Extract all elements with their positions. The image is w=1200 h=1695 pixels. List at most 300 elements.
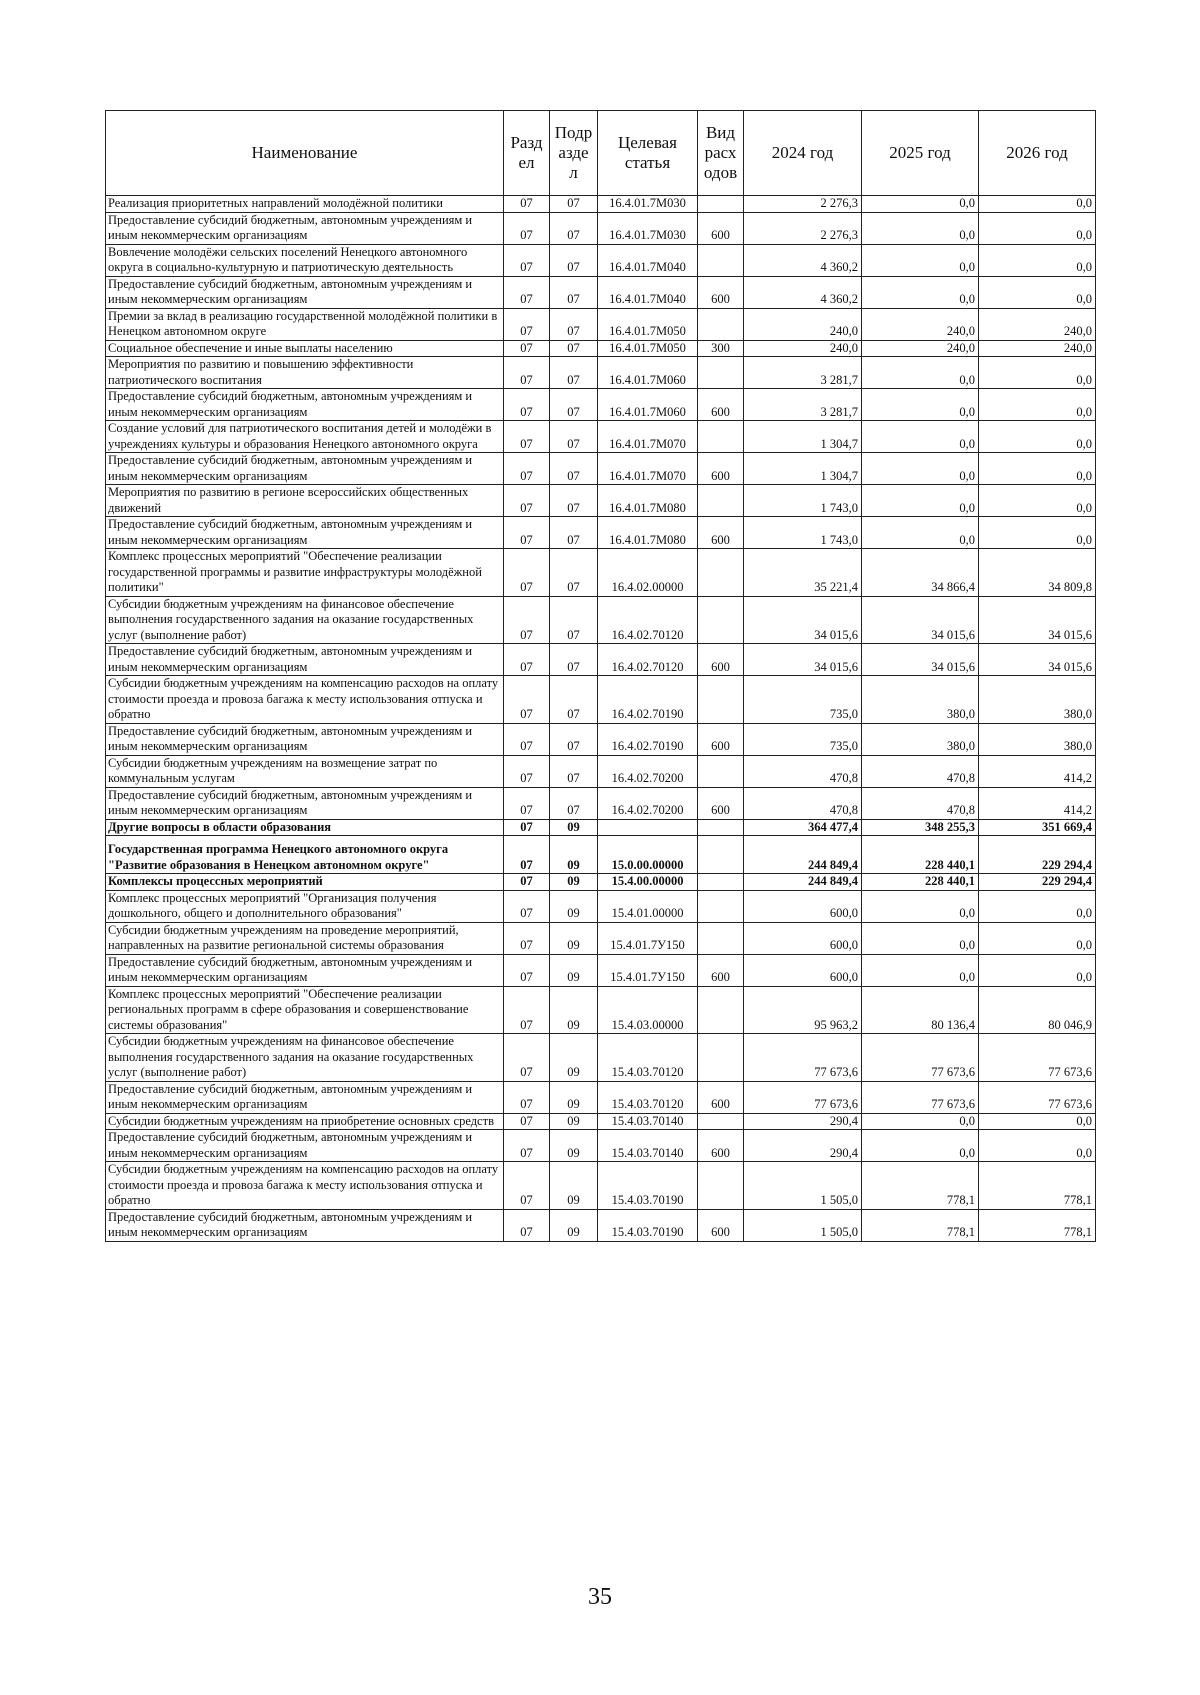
page-number: 35 xyxy=(588,1584,612,1610)
row-vid: 600 xyxy=(698,954,744,986)
row-razdel: 07 xyxy=(504,836,550,874)
row-razdel: 07 xyxy=(504,1113,550,1130)
row-razdel: 07 xyxy=(504,1034,550,1082)
row-vid xyxy=(698,357,744,389)
row-value-2026: 0,0 xyxy=(979,922,1096,954)
row-razdel: 07 xyxy=(504,517,550,549)
row-value-2026: 77 673,6 xyxy=(979,1034,1096,1082)
table-row xyxy=(106,549,1096,597)
table-row xyxy=(106,1209,1096,1241)
row-value-2025: 348 255,3 xyxy=(862,819,979,836)
row-value-2026: 0,0 xyxy=(979,244,1096,276)
header-razdel: Разд ел xyxy=(504,111,550,196)
row-podrazdel: 09 xyxy=(550,1162,598,1210)
row-name: Предоставление субсидий бюджетным, автономным учреждениям и иным некоммерческим организациям xyxy=(106,453,504,485)
row-name: Создание условий для патриотического воспитания детей и молодёжи в учреждениях культуры и образования Ненецкого автономного округа xyxy=(106,421,504,453)
row-razdel: 07 xyxy=(504,549,550,597)
table-body xyxy=(106,196,1096,1242)
table-header-row xyxy=(106,111,1096,196)
table-row xyxy=(106,1162,1096,1210)
row-value-2026: 380,0 xyxy=(979,676,1096,724)
row-value-2025: 0,0 xyxy=(862,389,979,421)
row-target: 16.4.01.7М030 xyxy=(598,212,698,244)
row-podrazdel: 07 xyxy=(550,485,598,517)
table-row xyxy=(106,485,1096,517)
row-vid xyxy=(698,890,744,922)
row-name: Предоставление субсидий бюджетным, автономным учреждениям и иным некоммерческим организациям xyxy=(106,212,504,244)
row-value-2026: 34 015,6 xyxy=(979,596,1096,644)
row-value-2026: 414,2 xyxy=(979,787,1096,819)
row-value-2026: 380,0 xyxy=(979,723,1096,755)
row-target: 16.4.02.70190 xyxy=(598,723,698,755)
row-vid: 600 xyxy=(698,453,744,485)
row-name: Вовлечение молодёжи сельских поселений Ненецкого автономного округа в социально-культурную и патриотическую деятельность xyxy=(106,244,504,276)
row-value-2025: 0,0 xyxy=(862,421,979,453)
row-value-2024: 1 505,0 xyxy=(744,1162,862,1210)
row-name: Предоставление субсидий бюджетным, автономным учреждениям и иным некоммерческим организациям xyxy=(106,644,504,676)
row-value-2024: 290,4 xyxy=(744,1130,862,1162)
row-value-2024: 244 849,4 xyxy=(744,836,862,874)
row-value-2024: 240,0 xyxy=(744,340,862,357)
row-value-2024: 3 281,7 xyxy=(744,357,862,389)
row-razdel: 07 xyxy=(504,308,550,340)
row-value-2026: 0,0 xyxy=(979,389,1096,421)
row-value-2025: 0,0 xyxy=(862,244,979,276)
row-razdel: 07 xyxy=(504,1209,550,1241)
row-podrazdel: 09 xyxy=(550,922,598,954)
row-value-2025: 380,0 xyxy=(862,723,979,755)
row-target: 16.4.02.70190 xyxy=(598,676,698,724)
row-razdel: 07 xyxy=(504,922,550,954)
row-value-2025: 0,0 xyxy=(862,196,979,213)
row-target: 16.4.01.7М040 xyxy=(598,244,698,276)
row-podrazdel: 07 xyxy=(550,755,598,787)
row-value-2025: 778,1 xyxy=(862,1162,979,1210)
row-name: Социальное обеспечение и иные выплаты населению xyxy=(106,340,504,357)
table-row xyxy=(106,819,1096,836)
row-value-2024: 244 849,4 xyxy=(744,874,862,891)
table-row xyxy=(106,357,1096,389)
row-vid xyxy=(698,596,744,644)
row-value-2025: 0,0 xyxy=(862,485,979,517)
row-podrazdel: 07 xyxy=(550,308,598,340)
table-row xyxy=(106,890,1096,922)
table-row xyxy=(106,874,1096,891)
row-value-2026: 778,1 xyxy=(979,1209,1096,1241)
row-target: 16.4.01.7М040 xyxy=(598,276,698,308)
row-razdel: 07 xyxy=(504,389,550,421)
row-value-2024: 35 221,4 xyxy=(744,549,862,597)
row-value-2025: 0,0 xyxy=(862,276,979,308)
row-vid: 300 xyxy=(698,340,744,357)
row-value-2025: 0,0 xyxy=(862,1113,979,1130)
row-name: Субсидии бюджетным учреждениям на финансовое обеспечение выполнения государственного задания на оказание государственных услуг (выполнение работ) xyxy=(106,596,504,644)
row-vid xyxy=(698,549,744,597)
table-row xyxy=(106,244,1096,276)
row-vid xyxy=(698,308,744,340)
row-vid: 600 xyxy=(698,1209,744,1241)
row-value-2025: 34 015,6 xyxy=(862,596,979,644)
row-target: 16.4.01.7М030 xyxy=(598,196,698,213)
row-target: 15.4.03.70120 xyxy=(598,1034,698,1082)
row-value-2026: 229 294,4 xyxy=(979,874,1096,891)
row-value-2025: 0,0 xyxy=(862,357,979,389)
row-value-2025: 77 673,6 xyxy=(862,1081,979,1113)
row-name: Предоставление субсидий бюджетным, автономным учреждениям и иным некоммерческим организациям xyxy=(106,954,504,986)
row-vid: 600 xyxy=(698,644,744,676)
row-value-2025: 228 440,1 xyxy=(862,836,979,874)
row-name: Реализация приоритетных направлений молодёжной политики xyxy=(106,196,504,213)
row-value-2026: 77 673,6 xyxy=(979,1081,1096,1113)
row-vid xyxy=(698,244,744,276)
row-vid: 600 xyxy=(698,517,744,549)
table-row xyxy=(106,1113,1096,1130)
table-row xyxy=(106,723,1096,755)
row-vid xyxy=(698,819,744,836)
row-podrazdel: 07 xyxy=(550,196,598,213)
row-value-2026: 351 669,4 xyxy=(979,819,1096,836)
row-vid xyxy=(698,874,744,891)
row-podrazdel: 09 xyxy=(550,1209,598,1241)
row-target xyxy=(598,819,698,836)
row-value-2026: 0,0 xyxy=(979,276,1096,308)
row-name: Предоставление субсидий бюджетным, автономным учреждениям и иным некоммерческим организациям xyxy=(106,1209,504,1241)
row-name: Комплексы процессных мероприятий xyxy=(106,874,504,891)
row-name: Государственная программа Ненецкого автономного округа "Развитие образования в Ненецком автономном округе" xyxy=(106,836,504,874)
row-value-2026: 0,0 xyxy=(979,1130,1096,1162)
row-target: 16.4.01.7М060 xyxy=(598,389,698,421)
table-row xyxy=(106,922,1096,954)
row-name: Субсидии бюджетным учреждениям на проведение мероприятий, направленных на развитие региональной системы образования xyxy=(106,922,504,954)
header-2024: 2024 год xyxy=(744,111,862,196)
row-value-2024: 2 276,3 xyxy=(744,212,862,244)
row-value-2025: 0,0 xyxy=(862,954,979,986)
row-target: 15.0.00.00000 xyxy=(598,836,698,874)
row-target: 15.4.03.70120 xyxy=(598,1081,698,1113)
budget-table xyxy=(105,110,1096,1242)
row-value-2025: 34 866,4 xyxy=(862,549,979,597)
row-podrazdel: 09 xyxy=(550,890,598,922)
row-vid: 600 xyxy=(698,276,744,308)
row-value-2024: 735,0 xyxy=(744,676,862,724)
row-value-2026: 34 809,8 xyxy=(979,549,1096,597)
row-value-2024: 364 477,4 xyxy=(744,819,862,836)
row-value-2024: 1 743,0 xyxy=(744,517,862,549)
row-value-2024: 1 743,0 xyxy=(744,485,862,517)
row-razdel: 07 xyxy=(504,453,550,485)
row-value-2025: 34 015,6 xyxy=(862,644,979,676)
row-value-2025: 0,0 xyxy=(862,1130,979,1162)
row-value-2024: 1 304,7 xyxy=(744,421,862,453)
row-podrazdel: 07 xyxy=(550,212,598,244)
row-vid: 600 xyxy=(698,1081,744,1113)
row-name: Субсидии бюджетным учреждениям на приобретение основных средств xyxy=(106,1113,504,1130)
row-name: Комплекс процессных мероприятий "Организация получения дошкольного, общего и дополнительного образования" xyxy=(106,890,504,922)
row-name: Мероприятия по развитию в регионе всероссийских общественных движений xyxy=(106,485,504,517)
row-value-2026: 34 015,6 xyxy=(979,644,1096,676)
row-podrazdel: 09 xyxy=(550,1130,598,1162)
row-name: Субсидии бюджетным учреждениям на финансовое обеспечение выполнения государственного задания на оказание государственных услуг (выполнение работ) xyxy=(106,1034,504,1082)
row-podrazdel: 07 xyxy=(550,453,598,485)
row-podrazdel: 07 xyxy=(550,276,598,308)
row-vid xyxy=(698,196,744,213)
row-name: Мероприятия по развитию и повышению эффективности патриотического воспитания xyxy=(106,357,504,389)
row-podrazdel: 09 xyxy=(550,819,598,836)
row-value-2026: 778,1 xyxy=(979,1162,1096,1210)
table-row xyxy=(106,276,1096,308)
row-value-2024: 735,0 xyxy=(744,723,862,755)
row-target: 15.4.01.00000 xyxy=(598,890,698,922)
row-razdel: 07 xyxy=(504,244,550,276)
row-vid: 600 xyxy=(698,389,744,421)
row-name: Другие вопросы в области образования xyxy=(106,819,504,836)
row-value-2026: 240,0 xyxy=(979,308,1096,340)
row-razdel: 07 xyxy=(504,212,550,244)
row-value-2024: 600,0 xyxy=(744,922,862,954)
row-vid xyxy=(698,922,744,954)
table-row xyxy=(106,196,1096,213)
row-podrazdel: 07 xyxy=(550,549,598,597)
row-value-2026: 0,0 xyxy=(979,954,1096,986)
row-target: 16.4.02.70200 xyxy=(598,755,698,787)
row-razdel: 07 xyxy=(504,340,550,357)
row-value-2026: 80 046,9 xyxy=(979,986,1096,1034)
row-name: Комплекс процессных мероприятий "Обеспечение реализации региональных программ в сфере образования и совершенствование системы образования" xyxy=(106,986,504,1034)
row-name: Субсидии бюджетным учреждениям на компенсацию расходов на оплату стоимости проезда и провоза багажа к месту использования отпуска и обратно xyxy=(106,1162,504,1210)
row-value-2025: 470,8 xyxy=(862,787,979,819)
table-row xyxy=(106,453,1096,485)
row-value-2026: 0,0 xyxy=(979,212,1096,244)
header-2025: 2025 год xyxy=(862,111,979,196)
header-name: Наименование xyxy=(106,111,504,196)
row-value-2024: 600,0 xyxy=(744,954,862,986)
table-row xyxy=(106,986,1096,1034)
row-razdel: 07 xyxy=(504,1162,550,1210)
row-vid xyxy=(698,836,744,874)
row-value-2024: 290,4 xyxy=(744,1113,862,1130)
row-razdel: 07 xyxy=(504,357,550,389)
table-row xyxy=(106,212,1096,244)
row-value-2026: 0,0 xyxy=(979,453,1096,485)
row-value-2025: 240,0 xyxy=(862,308,979,340)
row-razdel: 07 xyxy=(504,1081,550,1113)
row-name: Предоставление субсидий бюджетным, автономным учреждениям и иным некоммерческим организациям xyxy=(106,389,504,421)
row-value-2026: 0,0 xyxy=(979,196,1096,213)
row-value-2024: 1 505,0 xyxy=(744,1209,862,1241)
row-podrazdel: 07 xyxy=(550,723,598,755)
row-value-2024: 77 673,6 xyxy=(744,1034,862,1082)
table-row xyxy=(106,676,1096,724)
row-target: 15.4.01.7У150 xyxy=(598,954,698,986)
row-vid xyxy=(698,1034,744,1082)
row-name: Комплекс процессных мероприятий "Обеспечение реализации государственной программы и развитие инфраструктуры молодёжной политики" xyxy=(106,549,504,597)
row-razdel: 07 xyxy=(504,1130,550,1162)
row-name: Субсидии бюджетным учреждениям на возмещение затрат по коммунальным услугам xyxy=(106,755,504,787)
row-target: 16.4.01.7М070 xyxy=(598,453,698,485)
row-value-2024: 600,0 xyxy=(744,890,862,922)
row-podrazdel: 09 xyxy=(550,874,598,891)
row-razdel: 07 xyxy=(504,485,550,517)
row-name: Предоставление субсидий бюджетным, автономным учреждениям и иным некоммерческим организациям xyxy=(106,787,504,819)
row-name: Предоставление субсидий бюджетным, автономным учреждениям и иным некоммерческим организациям xyxy=(106,1130,504,1162)
header-2026: 2026 год xyxy=(979,111,1096,196)
row-target: 15.4.03.70140 xyxy=(598,1113,698,1130)
table-row xyxy=(106,755,1096,787)
row-target: 16.4.02.00000 xyxy=(598,549,698,597)
row-razdel: 07 xyxy=(504,723,550,755)
row-value-2026: 0,0 xyxy=(979,485,1096,517)
row-value-2026: 0,0 xyxy=(979,517,1096,549)
row-value-2024: 470,8 xyxy=(744,755,862,787)
row-vid xyxy=(698,421,744,453)
row-value-2026: 240,0 xyxy=(979,340,1096,357)
row-target: 15.4.03.70190 xyxy=(598,1162,698,1210)
row-podrazdel: 09 xyxy=(550,1034,598,1082)
row-value-2024: 34 015,6 xyxy=(744,644,862,676)
table-row xyxy=(106,1130,1096,1162)
row-podrazdel: 07 xyxy=(550,244,598,276)
row-vid xyxy=(698,1113,744,1130)
table-row xyxy=(106,389,1096,421)
row-value-2026: 0,0 xyxy=(979,421,1096,453)
row-target: 15.4.03.70140 xyxy=(598,1130,698,1162)
row-podrazdel: 07 xyxy=(550,644,598,676)
row-value-2025: 228 440,1 xyxy=(862,874,979,891)
row-value-2026: 0,0 xyxy=(979,357,1096,389)
row-vid xyxy=(698,485,744,517)
row-podrazdel: 07 xyxy=(550,357,598,389)
row-podrazdel: 09 xyxy=(550,1113,598,1130)
row-value-2024: 34 015,6 xyxy=(744,596,862,644)
row-target: 16.4.01.7М070 xyxy=(598,421,698,453)
header-target: Целевая статья xyxy=(598,111,698,196)
row-razdel: 07 xyxy=(504,596,550,644)
row-value-2025: 470,8 xyxy=(862,755,979,787)
row-value-2025: 778,1 xyxy=(862,1209,979,1241)
row-value-2024: 3 281,7 xyxy=(744,389,862,421)
row-razdel: 07 xyxy=(504,874,550,891)
row-podrazdel: 07 xyxy=(550,340,598,357)
row-value-2024: 95 963,2 xyxy=(744,986,862,1034)
row-name: Предоставление субсидий бюджетным, автономным учреждениям и иным некоммерческим организациям xyxy=(106,517,504,549)
row-podrazdel: 07 xyxy=(550,787,598,819)
row-podrazdel: 07 xyxy=(550,517,598,549)
row-vid xyxy=(698,676,744,724)
row-target: 16.4.01.7М080 xyxy=(598,485,698,517)
table-row xyxy=(106,1081,1096,1113)
row-name: Субсидии бюджетным учреждениям на компенсацию расходов на оплату стоимости проезда и провоза багажа к месту использования отпуска и обратно xyxy=(106,676,504,724)
row-value-2026: 0,0 xyxy=(979,890,1096,922)
row-value-2025: 77 673,6 xyxy=(862,1034,979,1082)
table-row xyxy=(106,517,1096,549)
row-value-2025: 0,0 xyxy=(862,890,979,922)
table-row xyxy=(106,1034,1096,1082)
row-value-2025: 0,0 xyxy=(862,212,979,244)
row-vid: 600 xyxy=(698,787,744,819)
header-podrazdel: Подр азде л xyxy=(550,111,598,196)
row-value-2026: 0,0 xyxy=(979,1113,1096,1130)
table-row xyxy=(106,787,1096,819)
row-target: 16.4.02.70120 xyxy=(598,596,698,644)
row-value-2024: 1 304,7 xyxy=(744,453,862,485)
row-podrazdel: 09 xyxy=(550,836,598,874)
row-value-2024: 470,8 xyxy=(744,787,862,819)
row-podrazdel: 07 xyxy=(550,596,598,644)
row-razdel: 07 xyxy=(504,954,550,986)
row-value-2024: 240,0 xyxy=(744,308,862,340)
row-vid: 600 xyxy=(698,723,744,755)
row-vid xyxy=(698,755,744,787)
table-row xyxy=(106,596,1096,644)
row-podrazdel: 09 xyxy=(550,986,598,1034)
row-target: 16.4.01.7М060 xyxy=(598,357,698,389)
row-target: 16.4.02.70200 xyxy=(598,787,698,819)
row-vid: 600 xyxy=(698,212,744,244)
row-target: 15.4.03.70190 xyxy=(598,1209,698,1241)
row-value-2024: 4 360,2 xyxy=(744,276,862,308)
row-value-2024: 4 360,2 xyxy=(744,244,862,276)
row-razdel: 07 xyxy=(504,276,550,308)
row-target: 16.4.02.70120 xyxy=(598,644,698,676)
row-vid xyxy=(698,986,744,1034)
row-target: 16.4.01.7М050 xyxy=(598,340,698,357)
row-value-2024: 77 673,6 xyxy=(744,1081,862,1113)
row-podrazdel: 09 xyxy=(550,954,598,986)
row-target: 16.4.01.7М080 xyxy=(598,517,698,549)
row-value-2025: 0,0 xyxy=(862,922,979,954)
row-vid xyxy=(698,1162,744,1210)
row-podrazdel: 07 xyxy=(550,676,598,724)
table-row xyxy=(106,644,1096,676)
row-value-2025: 240,0 xyxy=(862,340,979,357)
table-row xyxy=(106,836,1096,874)
table-row xyxy=(106,308,1096,340)
row-podrazdel: 07 xyxy=(550,421,598,453)
row-name: Премии за вклад в реализацию государственной молодёжной политики в Ненецком автономном округе xyxy=(106,308,504,340)
row-razdel: 07 xyxy=(504,890,550,922)
table-row xyxy=(106,421,1096,453)
row-name: Предоставление субсидий бюджетным, автономным учреждениям и иным некоммерческим организациям xyxy=(106,1081,504,1113)
row-razdel: 07 xyxy=(504,986,550,1034)
row-razdel: 07 xyxy=(504,644,550,676)
table-row xyxy=(106,954,1096,986)
row-name: Предоставление субсидий бюджетным, автономным учреждениям и иным некоммерческим организациям xyxy=(106,723,504,755)
table-row xyxy=(106,340,1096,357)
row-value-2024: 2 276,3 xyxy=(744,196,862,213)
row-vid: 600 xyxy=(698,1130,744,1162)
row-value-2025: 0,0 xyxy=(862,517,979,549)
row-target: 15.4.01.7У150 xyxy=(598,922,698,954)
row-target: 15.4.03.00000 xyxy=(598,986,698,1034)
row-razdel: 07 xyxy=(504,421,550,453)
row-razdel: 07 xyxy=(504,819,550,836)
row-podrazdel: 09 xyxy=(550,1081,598,1113)
row-razdel: 07 xyxy=(504,787,550,819)
row-razdel: 07 xyxy=(504,196,550,213)
row-podrazdel: 07 xyxy=(550,389,598,421)
row-value-2025: 0,0 xyxy=(862,453,979,485)
row-value-2025: 380,0 xyxy=(862,676,979,724)
header-vid: Вид расх одов xyxy=(698,111,744,196)
row-name: Предоставление субсидий бюджетным, автономным учреждениям и иным некоммерческим организациям xyxy=(106,276,504,308)
row-razdel: 07 xyxy=(504,755,550,787)
row-target: 16.4.01.7М050 xyxy=(598,308,698,340)
row-value-2026: 229 294,4 xyxy=(979,836,1096,874)
row-value-2025: 80 136,4 xyxy=(862,986,979,1034)
row-target: 15.4.00.00000 xyxy=(598,874,698,891)
row-value-2026: 414,2 xyxy=(979,755,1096,787)
row-razdel: 07 xyxy=(504,676,550,724)
